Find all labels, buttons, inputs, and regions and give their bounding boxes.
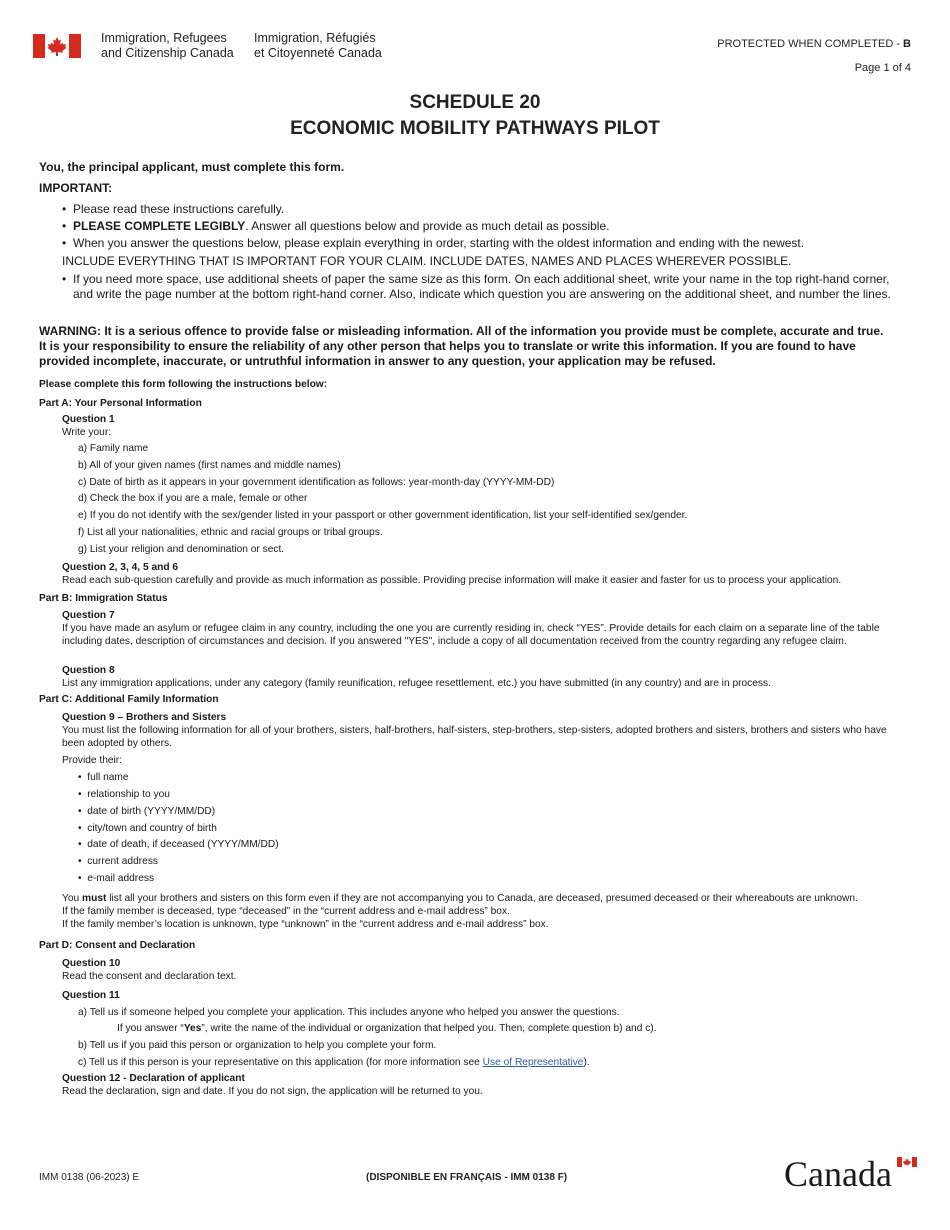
question-2-6-text: Read each sub-question carefully and provide as much information as possible. Providing precise information will make it easier and faster for us to process your application. (62, 575, 842, 586)
list-item: a) Tell us if someone helped you complete your application. This includes anyone who helped you answer the questions. (78, 1007, 620, 1018)
list-item: d) Check the box if you are a male, female or other (78, 493, 308, 504)
part-c-heading: Part C: Additional Family Information (39, 694, 219, 705)
question-12-text: Read the declaration, sign and date. If you do not sign, the application will be returned to you. (62, 1086, 483, 1097)
list-item: • full name (78, 772, 129, 783)
question-9-note: You must list all your brothers and sisters on this form even if they are not accompanying you to Canada, are deceased, presumed deceased or their whereabouts are unknown. (62, 893, 858, 904)
question-7-text: If you have made an asylum or refugee claim in any country, including the one you are currently residing in, check “YES”. Provide details for each claim on a separate line of the table including dates, description of circumstances and decision. If you answered "YES", include a copy of all documentation received from the country regarding any refugee claim. (62, 623, 880, 647)
question-9-deceased-note: If the family member is deceased, type “deceased” in the “current address and e-mail address” box. (62, 906, 510, 917)
list-item: e) If you do not identify with the sex/gender listed in your passport or other government identification, list your self-identified sex/gender. (78, 510, 688, 521)
french-availability: (DISPONIBLE EN FRANÇAIS - IMM 0138 F) (366, 1172, 568, 1183)
question-8-title: Question 8 (62, 665, 115, 676)
instructions-heading: Please complete this form following the instructions below: (39, 379, 328, 390)
question-2-6-title: Question 2, 3, 4, 5 and 6 (62, 562, 179, 573)
form-code: IMM 0138 (06-2023) E (39, 1172, 140, 1183)
wordmark-flag-icon (897, 1157, 917, 1167)
list-item: • If you need more space, use additional sheets of paper the same size as this form. On each additional sheet, write your name in the top right-hand corner, and write the page number at the bottom right-hand corner. Also, indicate which question you are answering on the additional sheet, and number the lines. (62, 272, 891, 301)
list-item: c) Tell us if this person is your representative on this application (for more information see Use of Representative). (78, 1057, 590, 1068)
question-11-title: Question 11 (62, 990, 120, 1001)
list-item: c) Date of birth as it appears in your government identification as follows: year-month-day (YYYY-MM-DD) (78, 477, 555, 488)
question-10-text: Read the consent and declaration text. (62, 971, 237, 982)
question-9-text: You must list the following information for all of your brothers, sisters, half-brothers, half-sisters, step-brothers, step-sisters, adopted brothers and sisters, brothers and sisters who have been adopted by others. (62, 725, 887, 749)
list-item: • relationship to you (78, 789, 170, 800)
list-item: b) All of your given names (first names and middle names) (78, 460, 341, 471)
page-number: Page 1 of 4 (854, 62, 911, 74)
use-of-representative-link[interactable]: Use of Representative (482, 1057, 584, 1068)
question-9-unknown-note: If the family member’s location is unknown, type “unknown” in the “current address and e-mail address” box. (62, 919, 549, 930)
question-8-text: List any immigration applications, under any category (family reunification, refugee resettlement, etc.) you have submitted (in any country) and are in process. (62, 678, 771, 689)
department-name-en: Immigration, Refugees and Citizenship Canada (101, 31, 234, 60)
question-10-title: Question 10 (62, 958, 121, 969)
principal-note: You, the principal applicant, must complete this form. (39, 160, 345, 174)
list-item: f) List all your nationalities, ethnic and racial groups or tribal groups. (78, 527, 383, 538)
list-item: • When you answer the questions below, please explain everything in order, starting with the oldest information and ending with the newest. (62, 236, 805, 250)
form-title: ECONOMIC MOBILITY PATHWAYS PILOT (290, 118, 660, 139)
list-item: • date of death, if deceased (YYYY/MM/DD) (78, 839, 279, 850)
question-1-intro: Write your: (62, 427, 112, 438)
list-item: • date of birth (YYYY/MM/DD) (78, 806, 216, 817)
department-name-fr: Immigration, Réfugiés et Citoyenneté Canada (254, 31, 382, 60)
part-d-heading: Part D: Consent and Declaration (39, 940, 196, 951)
list-item: g) List your religion and denomination or sect. (78, 544, 285, 555)
part-b-heading: Part B: Immigration Status (39, 593, 168, 604)
canada-flag-icon (33, 34, 81, 58)
part-a-heading: Part A: Your Personal Information (39, 398, 202, 409)
list-item: • current address (78, 856, 159, 867)
canada-wordmark: Canada (784, 1153, 919, 1195)
list-item: • city/town and country of birth (78, 823, 217, 834)
question-1-title: Question 1 (62, 414, 115, 425)
warning-text: WARNING: It is a serious offence to provide false or misleading information. All of the information you provide must be complete, accurate and true. It is your responsibility to ensure the reliability of any other person that helps you to translate or write this information. If you are found to have provided incomplete, inaccurate, or untruthful information in answer to any question, your application may be refused. (39, 324, 884, 368)
list-item: • e-mail address (78, 873, 155, 884)
question-12-title: Question 12 - Declaration of applicant (62, 1073, 245, 1084)
schedule-title: SCHEDULE 20 (409, 92, 541, 113)
include-everything-note: INCLUDE EVERYTHING THAT IS IMPORTANT FOR YOUR CLAIM. INCLUDE DATES, NAMES AND PLACES WHEREVER POSSIBLE. (62, 254, 792, 268)
list-item: • Please read these instructions carefully. (62, 202, 285, 216)
question-9-provide: Provide their: (62, 755, 123, 766)
list-item: b) Tell us if you paid this person or organization to help you complete your form. (78, 1040, 437, 1051)
question-11-a-sub: If you answer “Yes”, write the name of the individual or organization that helped you. Then, complete question b) and c). (117, 1023, 657, 1034)
list-item: a) Family name (78, 443, 149, 454)
question-9-title: Question 9 – Brothers and Sisters (62, 712, 227, 723)
question-7-title: Question 7 (62, 610, 115, 621)
list-item: • PLEASE COMPLETE LEGIBLY. Answer all questions below and provide as much detail as possible. (62, 219, 610, 233)
important-heading: IMPORTANT: (39, 181, 113, 195)
protected-label: PROTECTED WHEN COMPLETED - B (717, 38, 911, 50)
